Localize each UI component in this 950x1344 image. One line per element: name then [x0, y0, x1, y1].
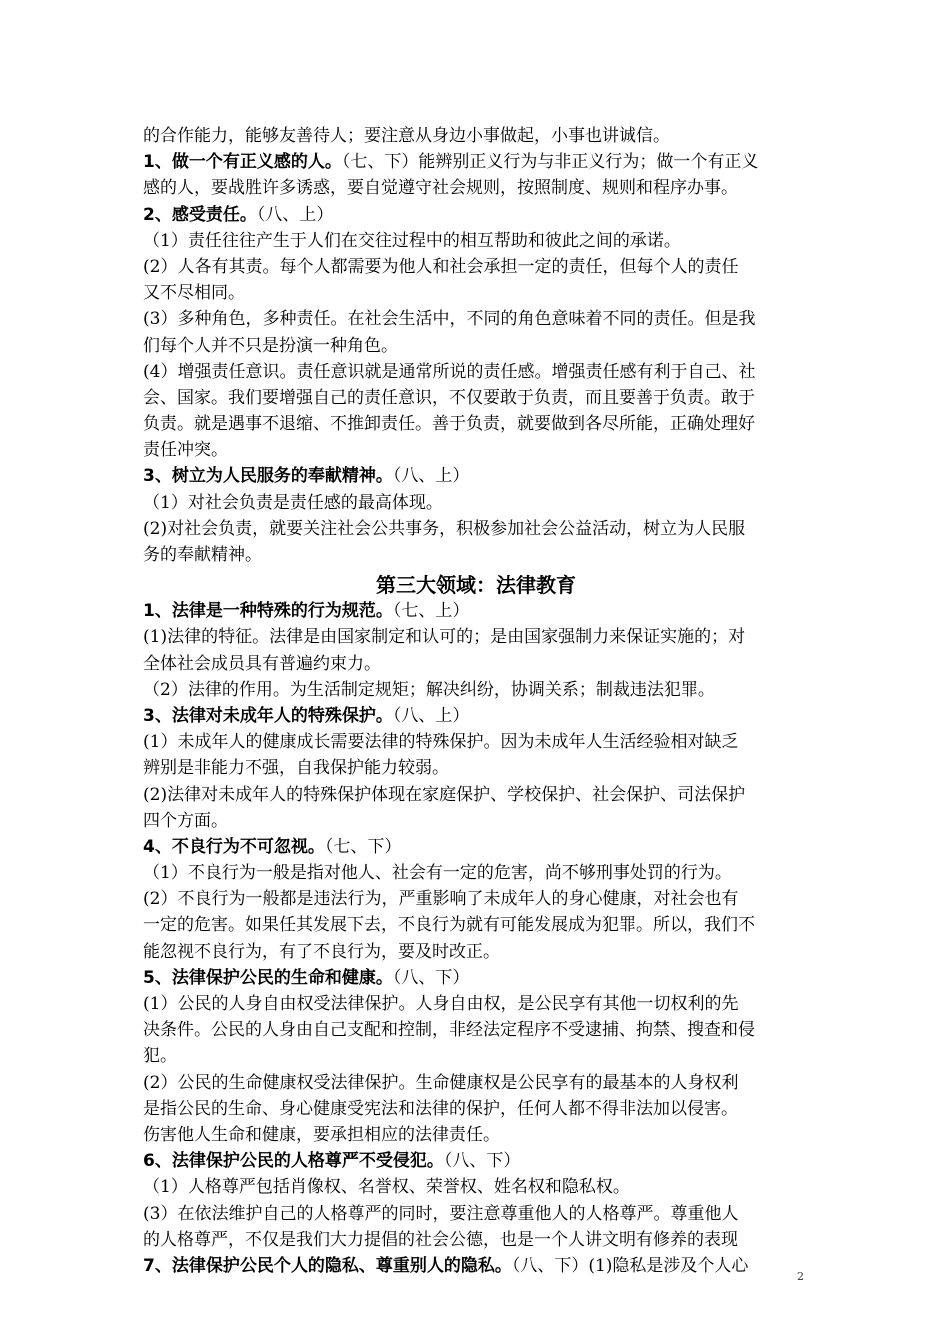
line-text: (1）公民的人身自由权受法律保护。人身自由权，是公民享有其他一切权利的先 — [143, 994, 739, 1014]
text-line — [143, 1201, 809, 1227]
heading-text: 6、法律保护公民的人格尊严不受侵犯。 — [143, 1151, 444, 1172]
text-line — [143, 385, 809, 411]
section-title: 第三大领域：法律教育 — [376, 573, 576, 598]
heading-text: 1、法律是一种特殊的行为规范。 — [143, 601, 393, 622]
line-text: （2）法律的作用。为生活制定规矩；解决纠纷，协调关系；制裁违法犯罪。 — [143, 679, 715, 700]
heading-text: 7、法律保护公民个人的隐私、尊重别人的隐私。 — [143, 1255, 512, 1276]
line-text: 四个方面。 — [143, 810, 228, 831]
heading-text: 3、法律对未成年人的特殊保护。 — [143, 705, 393, 726]
body-text-block-2 — [143, 598, 809, 1279]
text-line — [143, 782, 809, 808]
line-text: 负责。就是遇事不退缩、不推卸责任。善于负责，就要做到各尽所能，正确处理好 — [143, 414, 755, 435]
text-line — [143, 624, 809, 650]
line-text: 能忽视不良行为，有了不良行为，要及时改正。 — [143, 941, 500, 962]
line-text: 责任冲突。 — [143, 440, 228, 461]
text-line — [143, 808, 809, 834]
line-text: （1）人格尊严包括肖像权、名誉权、荣誉权、姓名权和隐私权。 — [143, 1177, 630, 1198]
text-line — [143, 516, 809, 542]
heading-text: 4、不良行为不可忽视。 — [143, 836, 325, 857]
text-line — [143, 123, 809, 149]
line-text: （七、下）能辨别正义行为与非正义行为；做一个有正义 — [341, 152, 759, 173]
line-text: (2)法律对未成年人的特殊保护体现在家庭保护、学校保护、社会保护、司法保护 — [143, 784, 746, 805]
text-line — [143, 490, 809, 516]
text-line — [143, 755, 809, 781]
line-text: 犯。 — [143, 1046, 177, 1067]
line-text: （八、上） — [256, 204, 334, 225]
line-text: 会、国家。我们要增强自己的责任意识，不仅要敢于负责，而且要善于负责。敢于 — [143, 387, 755, 408]
text-line — [143, 149, 809, 175]
heading-text: 1、做一个有正义感的人。 — [143, 152, 342, 173]
text-line — [143, 651, 809, 677]
heading-text: 2、感受责任。 — [143, 204, 257, 225]
line-text: 务的奉献精神。 — [143, 545, 262, 565]
heading-text: 5、法律保护公民的生命和健康。 — [143, 967, 393, 988]
line-text: (2）人各有其责。每个人都需要为他人和社会承担一定的责任，但每个人的责任 — [143, 256, 739, 277]
line-text: (2）公民的生命健康权受法律保护。生命健康权是公民享有的最基本的人身权利 — [143, 1072, 739, 1093]
text-line — [143, 175, 809, 201]
line-text: （1）不良行为一般是指对他人、社会有一定的危害，尚不够刑事处罚的行为。 — [143, 863, 732, 884]
text-line — [143, 703, 809, 729]
heading-text: 3、树立为人民服务的奉献精神。 — [143, 466, 393, 487]
page-number: 2 — [797, 1270, 804, 1283]
line-text: (2）不良行为一般都是违法行为，严重影响了未成年人的身心健康，对社会也有 — [143, 889, 739, 910]
text-line — [143, 359, 809, 385]
line-text: （八、下） — [392, 967, 470, 988]
line-text: （1）对社会负责是责任感的最高体现。 — [143, 492, 443, 513]
line-text: 辨别是非能力不强，自我保护能力较弱。 — [143, 758, 449, 779]
line-text: 伤害他人生命和健康，要承担相应的法律责任。 — [143, 1124, 500, 1145]
line-text: 的合作能力，能够友善待人；要注意从身边小事做起，小事也讲诚信。 — [143, 126, 670, 146]
text-line — [143, 886, 809, 912]
text-line — [143, 463, 809, 489]
text-line — [143, 912, 809, 938]
line-text: (1)法律的特征。法律是由国家制定和认可的；是由国家强制力来保证实施的；对 — [143, 627, 746, 648]
text-line — [143, 598, 809, 624]
line-text: 们每个人并不只是扮演一种角色。 — [143, 335, 398, 356]
text-line — [143, 860, 809, 886]
text-line — [143, 1174, 809, 1200]
line-text: (3）多种角色，多种责任。在社会生活中，不同的角色意味着不同的责任。但是我 — [143, 309, 756, 330]
line-text: 是指公民的生命、身心健康受宪法和法律的保护，任何人都不得非法加以侵害。 — [143, 1098, 738, 1119]
line-text: （七、上） — [392, 601, 470, 622]
text-line — [143, 677, 809, 703]
text-line — [143, 1096, 809, 1122]
line-text: (1）未成年人的健康成长需要法律的特殊保护。因为未成年人生活经验相对缺乏 — [143, 732, 739, 753]
line-text: 感的人，要战胜许多诱惑，要自觉遵守社会规则，按照制度、规则和程序办事。 — [143, 178, 738, 199]
line-text: 的人格尊严，不仅是我们大力提倡的社会公德，也是一个人讲文明有修养的表现 — [143, 1229, 738, 1250]
line-text: （八、下） — [443, 1151, 521, 1172]
text-line — [143, 254, 809, 280]
text-line — [143, 306, 809, 332]
line-text: 决条件。公民的人身由自己支配和控制，非经法定程序不受逮捕、拘禁、搜查和侵 — [143, 1020, 755, 1041]
text-line — [143, 1070, 809, 1096]
text-line — [143, 991, 809, 1017]
line-text: (2)对社会负责，就要关注社会公共事务，积极参加社会公益活动，树立为人民服 — [143, 518, 746, 539]
body-text-block-1 — [143, 123, 809, 568]
text-line — [143, 729, 809, 755]
text-line — [143, 1227, 809, 1253]
text-line — [143, 280, 809, 306]
text-line — [143, 202, 809, 228]
line-text: 全体社会成员具有普遍约束力。 — [143, 653, 381, 674]
line-text: （七、下） — [324, 836, 402, 857]
line-text: 一定的危害。如果任其发展下去，不良行为就有可能发展成为犯罪。所以，我们不 — [143, 915, 755, 936]
text-line — [143, 542, 809, 568]
line-text: （八、上） — [392, 705, 470, 726]
line-text: （八、下）(1)隐私是涉及个人心 — [511, 1255, 749, 1276]
text-line — [143, 333, 809, 359]
text-line — [143, 965, 809, 991]
text-line — [143, 1253, 809, 1279]
document-page — [143, 123, 809, 1279]
line-text: （1）责任往往产生于人们在交往过程中的相互帮助和彼此之间的承诺。 — [143, 230, 681, 251]
text-line — [143, 1017, 809, 1043]
line-text: （八、上） — [392, 466, 470, 487]
line-text: (3）在依法维护自己的人格尊严的同时，要注意尊重他人的人格尊严。尊重他人 — [143, 1203, 739, 1224]
text-line — [143, 1043, 809, 1069]
text-line — [143, 228, 809, 254]
text-line — [143, 1122, 809, 1148]
line-text: 又不尽相同。 — [143, 283, 245, 304]
line-text: (4）增强责任意识。责任意识就是通常所说的责任感。增强责任感有利于自己、社 — [143, 361, 756, 382]
text-line — [143, 1148, 809, 1174]
text-line — [143, 437, 809, 463]
text-line — [143, 939, 809, 965]
text-line — [143, 411, 809, 437]
text-line — [143, 834, 809, 860]
